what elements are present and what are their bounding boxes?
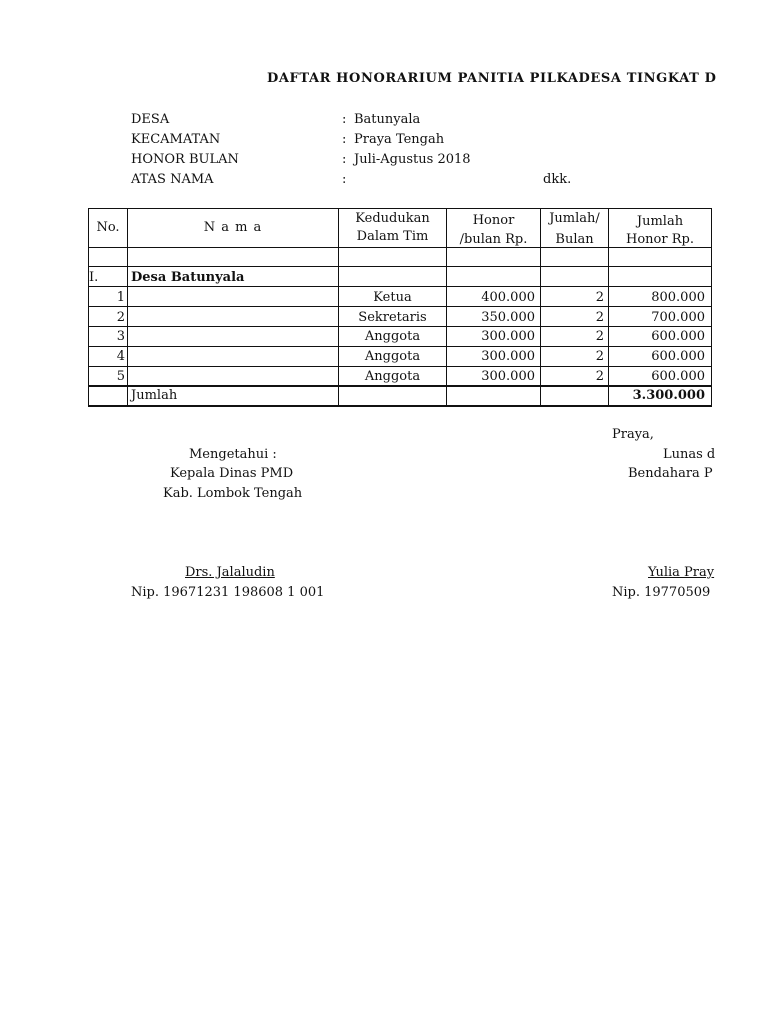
header-jumlah-bulan-line2: Bulan bbox=[555, 232, 594, 247]
row-kedudukan: Ketua bbox=[373, 290, 412, 305]
section-number: I. bbox=[89, 270, 99, 285]
info-value-kecamatan: Praya Tengah bbox=[354, 132, 445, 147]
info-label-desa: DESA bbox=[131, 112, 170, 127]
total-label: Jumlah bbox=[131, 388, 178, 403]
row-kedudukan: Anggota bbox=[364, 369, 421, 384]
info-colon: : bbox=[342, 152, 347, 167]
info-suffix-dkk: dkk. bbox=[543, 172, 572, 187]
table-border-right bbox=[711, 208, 712, 406]
row-number: 5 bbox=[116, 369, 125, 384]
info-value-desa: Batunyala bbox=[354, 112, 421, 127]
table-row-divider bbox=[88, 266, 712, 267]
info-label-atas-nama: ATAS NAMA bbox=[131, 172, 214, 187]
signature-right-name: Yulia Pray bbox=[648, 565, 715, 580]
row-jumlah-bulan: 2 bbox=[595, 349, 604, 364]
header-honor-line1: Honor bbox=[472, 213, 515, 228]
info-colon: : bbox=[342, 112, 347, 127]
header-nama: N a m a bbox=[203, 220, 263, 235]
table-row-divider bbox=[88, 366, 712, 367]
table-border-bottom bbox=[88, 405, 712, 407]
info-colon: : bbox=[342, 132, 347, 147]
row-jumlah-honor: 600.000 bbox=[651, 369, 705, 384]
row-number: 2 bbox=[116, 310, 125, 325]
row-jumlah-honor: 700.000 bbox=[651, 310, 705, 325]
signature-left-name: Drs. Jalaludin bbox=[185, 565, 275, 580]
signature-place: Praya, bbox=[612, 427, 654, 442]
header-jumlah-honor-line1: Jumlah bbox=[636, 214, 684, 229]
signature-left-nip: Nip. 19671231 198608 1 001 bbox=[131, 585, 325, 600]
table-row-divider bbox=[88, 286, 712, 287]
signature-left-line3: Kab. Lombok Tengah bbox=[163, 486, 303, 501]
header-honor-line2: /bulan Rp. bbox=[459, 232, 528, 247]
info-label-honor-bulan: HONOR BULAN bbox=[131, 152, 239, 167]
table-row-divider bbox=[88, 326, 712, 327]
row-jumlah-bulan: 2 bbox=[595, 290, 604, 305]
signature-left-line2: Kepala Dinas PMD bbox=[170, 466, 294, 481]
row-number: 3 bbox=[116, 329, 125, 344]
table-row-divider bbox=[88, 346, 712, 347]
info-label-kecamatan: KECAMATAN bbox=[131, 132, 221, 147]
signature-right-line2: Bendahara P bbox=[628, 466, 713, 481]
header-jumlah-bulan-line1: Jumlah/ bbox=[549, 211, 600, 226]
row-number: 1 bbox=[116, 290, 125, 305]
row-jumlah-bulan: 2 bbox=[595, 329, 604, 344]
row-jumlah-bulan: 2 bbox=[595, 310, 604, 325]
header-kedudukan-line2: Dalam Tim bbox=[356, 229, 429, 244]
row-kedudukan: Sekretaris bbox=[358, 310, 427, 325]
header-jumlah-honor-line2: Honor Rp. bbox=[626, 232, 694, 247]
row-honor: 300.000 bbox=[481, 329, 535, 344]
signature-left-line1: Mengetahui : bbox=[189, 447, 277, 462]
section-name: Desa Batunyala bbox=[131, 270, 245, 285]
table-row-divider bbox=[88, 306, 712, 307]
signature-right-nip: Nip. 19770509 bbox=[612, 585, 711, 600]
info-value-honor-bulan: Juli-Agustus 2018 bbox=[354, 152, 471, 167]
row-jumlah-bulan: 2 bbox=[595, 369, 604, 384]
row-number: 4 bbox=[116, 349, 125, 364]
signature-right-line1: Lunas d bbox=[663, 447, 716, 462]
table-total-divider bbox=[88, 385, 712, 387]
total-value: 3.300.000 bbox=[632, 388, 705, 403]
row-jumlah-honor: 600.000 bbox=[651, 349, 705, 364]
row-honor: 300.000 bbox=[481, 349, 535, 364]
row-jumlah-honor: 600.000 bbox=[651, 329, 705, 344]
document-title: DAFTAR HONORARIUM PANITIA PILKADESA TINGKAT D bbox=[267, 71, 717, 86]
info-colon: : bbox=[342, 172, 347, 187]
row-kedudukan: Anggota bbox=[364, 349, 421, 364]
row-kedudukan: Anggota bbox=[364, 329, 421, 344]
table-column-divider bbox=[127, 208, 128, 406]
header-kedudukan-line1: Kedudukan bbox=[355, 211, 430, 226]
row-jumlah-honor: 800.000 bbox=[651, 290, 705, 305]
row-honor: 400.000 bbox=[481, 290, 535, 305]
row-honor: 300.000 bbox=[481, 369, 535, 384]
row-honor: 350.000 bbox=[481, 310, 535, 325]
header-no: No. bbox=[96, 220, 120, 235]
